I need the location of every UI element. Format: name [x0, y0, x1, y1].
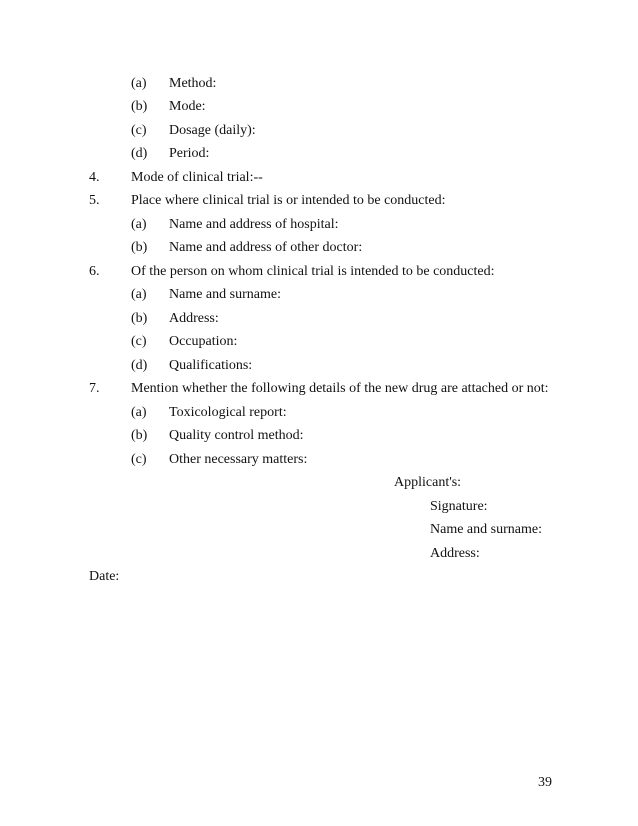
item-label: (a) [131, 287, 147, 302]
quality-control-label: Quality control method: [169, 428, 304, 443]
item-label: (a) [131, 217, 147, 232]
item-label: (b) [131, 428, 148, 443]
qualifications-field-label: Qualifications: [169, 358, 253, 373]
occupation-field-label: Occupation: [169, 334, 238, 349]
trial-place-label: Place where clinical trial is or intended to be conducted: [131, 193, 446, 208]
name-surname-field-label: Name and surname: [169, 287, 281, 302]
toxicological-report-label: Toxicological report: [169, 405, 287, 420]
mode-of-trial-label: Mode of clinical trial:-- [131, 170, 263, 185]
item-number: 7. [89, 381, 100, 396]
item-label: (a) [131, 76, 147, 91]
item-label: (c) [131, 452, 147, 467]
page-number: 39 [538, 775, 552, 790]
item-label: (d) [131, 146, 148, 161]
item-label: (b) [131, 99, 148, 114]
applicant-name-label: Name and surname: [430, 522, 542, 537]
date-label: Date: [89, 569, 120, 584]
item-label: (b) [131, 311, 148, 326]
signature-label: Signature: [430, 499, 488, 514]
applicant-heading: Applicant's: [394, 475, 462, 490]
other-matters-label: Other necessary matters: [169, 452, 308, 467]
mode-field-label: Mode: [169, 99, 206, 114]
item-number: 6. [89, 264, 100, 279]
item-label: (b) [131, 240, 148, 255]
other-doctor-field-label: Name and address of other doctor: [169, 240, 363, 255]
trial-person-label: Of the person on whom clinical trial is intended to be conducted: [131, 264, 495, 279]
item-label: (d) [131, 358, 148, 373]
period-field-label: Period: [169, 146, 210, 161]
item-label: (a) [131, 405, 147, 420]
method-field-label: Method: [169, 76, 217, 91]
item-number: 5. [89, 193, 100, 208]
item-number: 4. [89, 170, 100, 185]
hospital-field-label: Name and address of hospital: [169, 217, 339, 232]
attachment-details-label: Mention whether the following details of the new drug are attached or not: [131, 381, 549, 396]
item-label: (c) [131, 123, 147, 138]
address-field-label: Address: [169, 311, 219, 326]
dosage-field-label: Dosage (daily): [169, 123, 256, 138]
item-label: (c) [131, 334, 147, 349]
applicant-address-label: Address: [430, 546, 480, 561]
